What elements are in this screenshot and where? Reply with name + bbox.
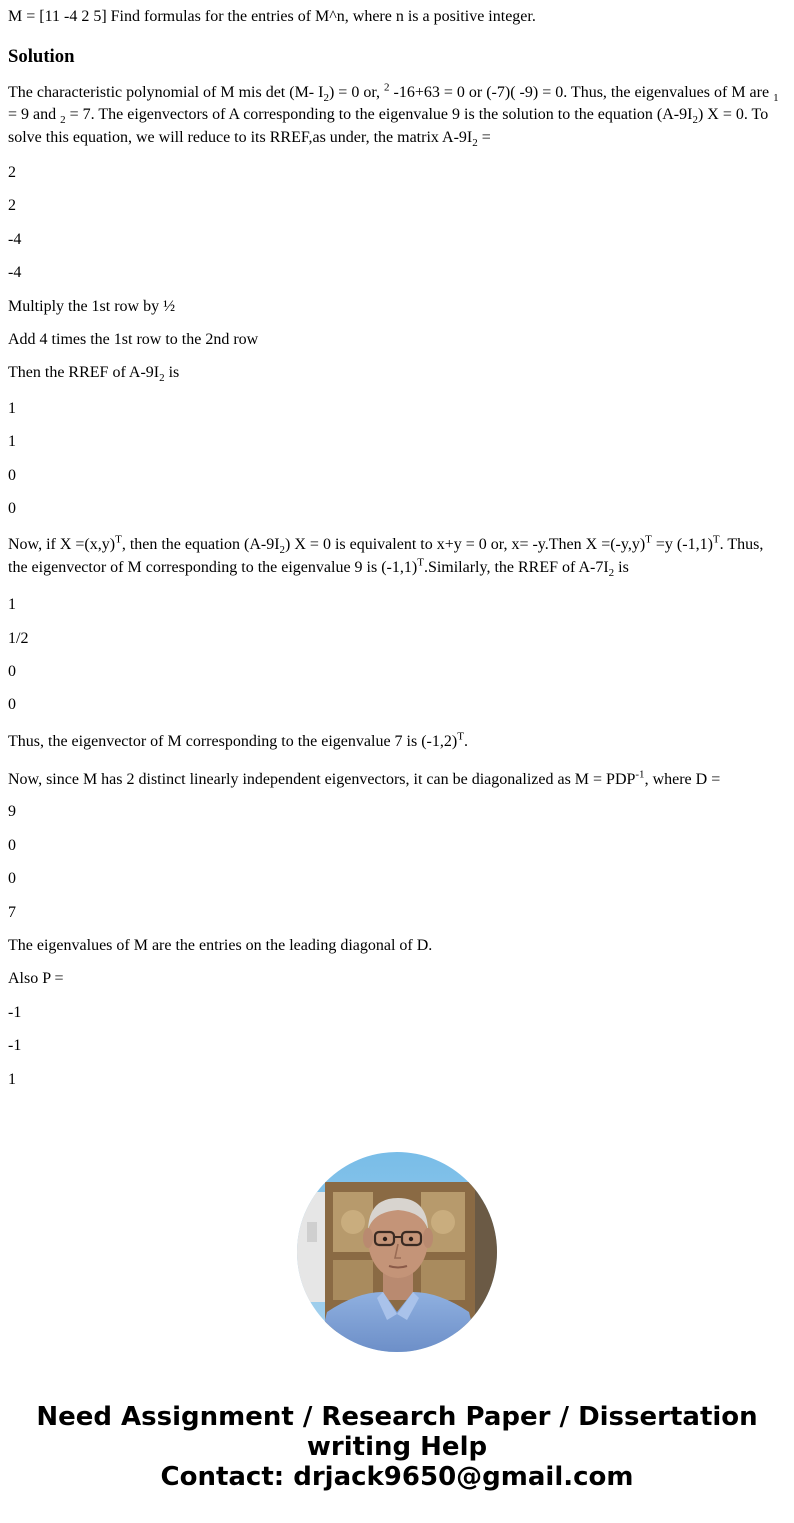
matrix-cell: 9 [8,803,16,821]
matrix-cell: 0 [8,836,16,854]
characteristic-polynomial-paragraph: The characteristic polynomial of M mis det (M- $I_2) = 0$ or, $^2$ -16+63 = 0 or (-7)( -9) = 0. Thus, the eigenvalues of M are $_1$ = 9 and $_2$ = 7. The eigenvectors of A corresponding to the eigenvalue 9 is the solution to the equation $(A-9I_2) X = 0$. To solve this equation, we will reduce to its RREF,as under, the matrix $A-9I_2$ = [8,81,779,149]
row-operation-step-1: Multiply the 1st row by ½ [8,297,176,315]
matrix-rref-9 [8,400,786,519]
eigenvector-7-paragraph: Thus, the eigenvector of M corresponding to the eigenvalue 7 is $(-1,2)^T$. [8,730,468,750]
matrix-cell: 0 [8,499,16,517]
matrix-cell: 0 [8,870,16,888]
promo-contact: Contact: drjack9650@gmail.com [160,1462,634,1492]
matrix-d [8,803,786,922]
diagonalization-paragraph: Now, since M has 2 distinct linearly independent eigenvectors, it can be diagonalized as $M = PDP^{-1}$, where D = [8,768,721,789]
matrix-cell: 0 [8,696,16,714]
matrix-rref-7 [8,596,786,715]
eigenvalues-note: The eigenvalues of M are the entries on the leading diagonal of D. [8,937,433,955]
matrix-cell: 2 [8,164,16,182]
promo-line-1: Need Assignment / Research Paper / Dissertation [36,1402,758,1432]
matrix-cell: 2 [8,197,16,215]
matrix-cell: -4 [8,264,22,282]
matrix-cell: 7 [8,903,16,921]
matrix-cell: 0 [8,466,16,484]
matrix-cell: 1 [8,596,16,614]
rref-intro: Then the RREF of $A-9I_2$ is [8,364,180,385]
matrix-cell: -4 [8,230,22,248]
matrix-cell: 1 [8,433,16,451]
matrix-cell: 1 [8,1070,16,1088]
matrix-cell: -1 [8,1003,22,1021]
matrix-cell: 1 [8,399,16,417]
matrix-p [8,1004,786,1089]
matrix-a-minus-9i [8,164,786,283]
matrix-cell: -1 [8,1037,22,1055]
matrix-cell: 0 [8,662,16,680]
promo-line-2: writing Help [306,1432,488,1462]
eigenvector-9-paragraph: Now, if $X =(x,y)^T$, then the equation $(A-9I_2) X = 0$ is equivalent to x+y = 0 or, x= -y.Then $X =(-y,y)^T =y$ $(-1,1)^T$. Thus, the eigenvector of M corresponding to the eigenvalue 9 is $(-1,1)^T.Similarly$, the RREF of $A-7I_2$ is [8,534,764,579]
solution-heading: Solution [8,46,75,68]
matrix-cell: 1/2 [8,629,29,647]
promo-banner [0,1402,794,1492]
author-portrait [297,1152,497,1352]
matrix-p-intro: Also P = [8,970,64,988]
question-text: M = [11 -4 2 5] Find formulas for the entries of M^n, where n is a positive integer. [8,8,536,25]
author-avatar [297,1152,497,1352]
row-operation-step-2: Add 4 times the 1st row to the 2nd row [8,331,259,349]
